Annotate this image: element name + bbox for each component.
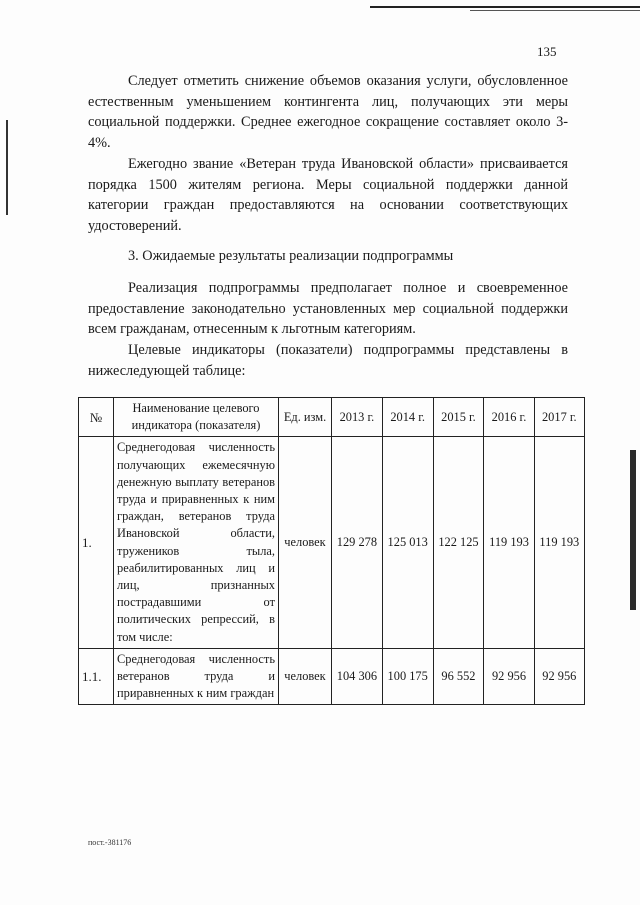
row-number: 1. [79, 437, 114, 648]
value-2014: 100 175 [382, 648, 433, 705]
header-year-2016: 2016 г. [484, 398, 534, 437]
value-2015: 122 125 [433, 437, 484, 648]
scan-artifact-top-line [370, 6, 640, 8]
section-heading: 3. Ожидаемые результаты реализации подпрограммы [128, 248, 454, 264]
scan-artifact-margin-mark [6, 120, 8, 215]
scan-artifact-top-line-secondary [470, 10, 640, 11]
row-number: 1.1. [79, 648, 114, 705]
scan-artifact-right-edge [630, 450, 636, 610]
indicator-name: Среднегодовая численность получающих ежемесячную денежную выплату ветеранов труда и приравненных к ним граждан, ветеранов труда Ивановской области, тружеников тыла, реабилитированных лиц и лиц, признанных пострадавшими от политических репрессий, в том числе: [114, 437, 279, 648]
value-2017: 119 193 [534, 437, 584, 648]
table-row [79, 648, 585, 705]
unit-cell: человек [279, 437, 332, 648]
paragraph-veteran-title: Ежегодно звание «Ветеран труда Ивановской области» присваивается порядка 1500 жителям региона. Меры социальной поддержки данной категории граждан предоставляются на основании соответствующих удостоверений. [88, 156, 568, 234]
header-year-2015: 2015 г. [433, 398, 484, 437]
value-2014: 125 013 [382, 437, 433, 648]
header-year-2017: 2017 г. [534, 398, 584, 437]
value-2017: 92 956 [534, 648, 584, 705]
value-2016: 119 193 [484, 437, 534, 648]
paragraph-decline: Следует отметить снижение объемов оказания услуги, обусловленное естественным уменьшением контингента лиц, получающих эти меры социальной поддержки. Среднее ежегодное сокращение составляет около 3-4%. [88, 73, 568, 151]
indicator-name: Среднегодовая численность ветеранов труда и приравненных к ним граждан [114, 648, 279, 705]
header-year-2014: 2014 г. [382, 398, 433, 437]
header-indicator-name: Наименование целевого индикатора (показателя) [114, 398, 279, 437]
page-number: 135 [537, 44, 557, 59]
paragraph-indicators-intro: Целевые индикаторы (показатели) подпрограммы представлены в нижеследующей таблице: [88, 342, 568, 379]
table-header-row [79, 398, 585, 437]
header-unit: Ед. изм. [279, 398, 332, 437]
unit-cell: человек [279, 648, 332, 705]
table-row [79, 437, 585, 648]
value-2015: 96 552 [433, 648, 484, 705]
value-2013: 104 306 [332, 648, 383, 705]
indicators-table [78, 397, 585, 705]
value-2016: 92 956 [484, 648, 534, 705]
header-year-2013: 2013 г. [332, 398, 383, 437]
paragraph-implementation: Реализация подпрограммы предполагает полное и своевременное предоставление законодательно установленных мер социальной поддержки всем гражданам, отнесенным к льготным категориям. [88, 280, 568, 338]
value-2013: 129 278 [332, 437, 383, 648]
footer-document-id: пост.-381176 [88, 838, 132, 847]
header-number: № [79, 398, 114, 437]
